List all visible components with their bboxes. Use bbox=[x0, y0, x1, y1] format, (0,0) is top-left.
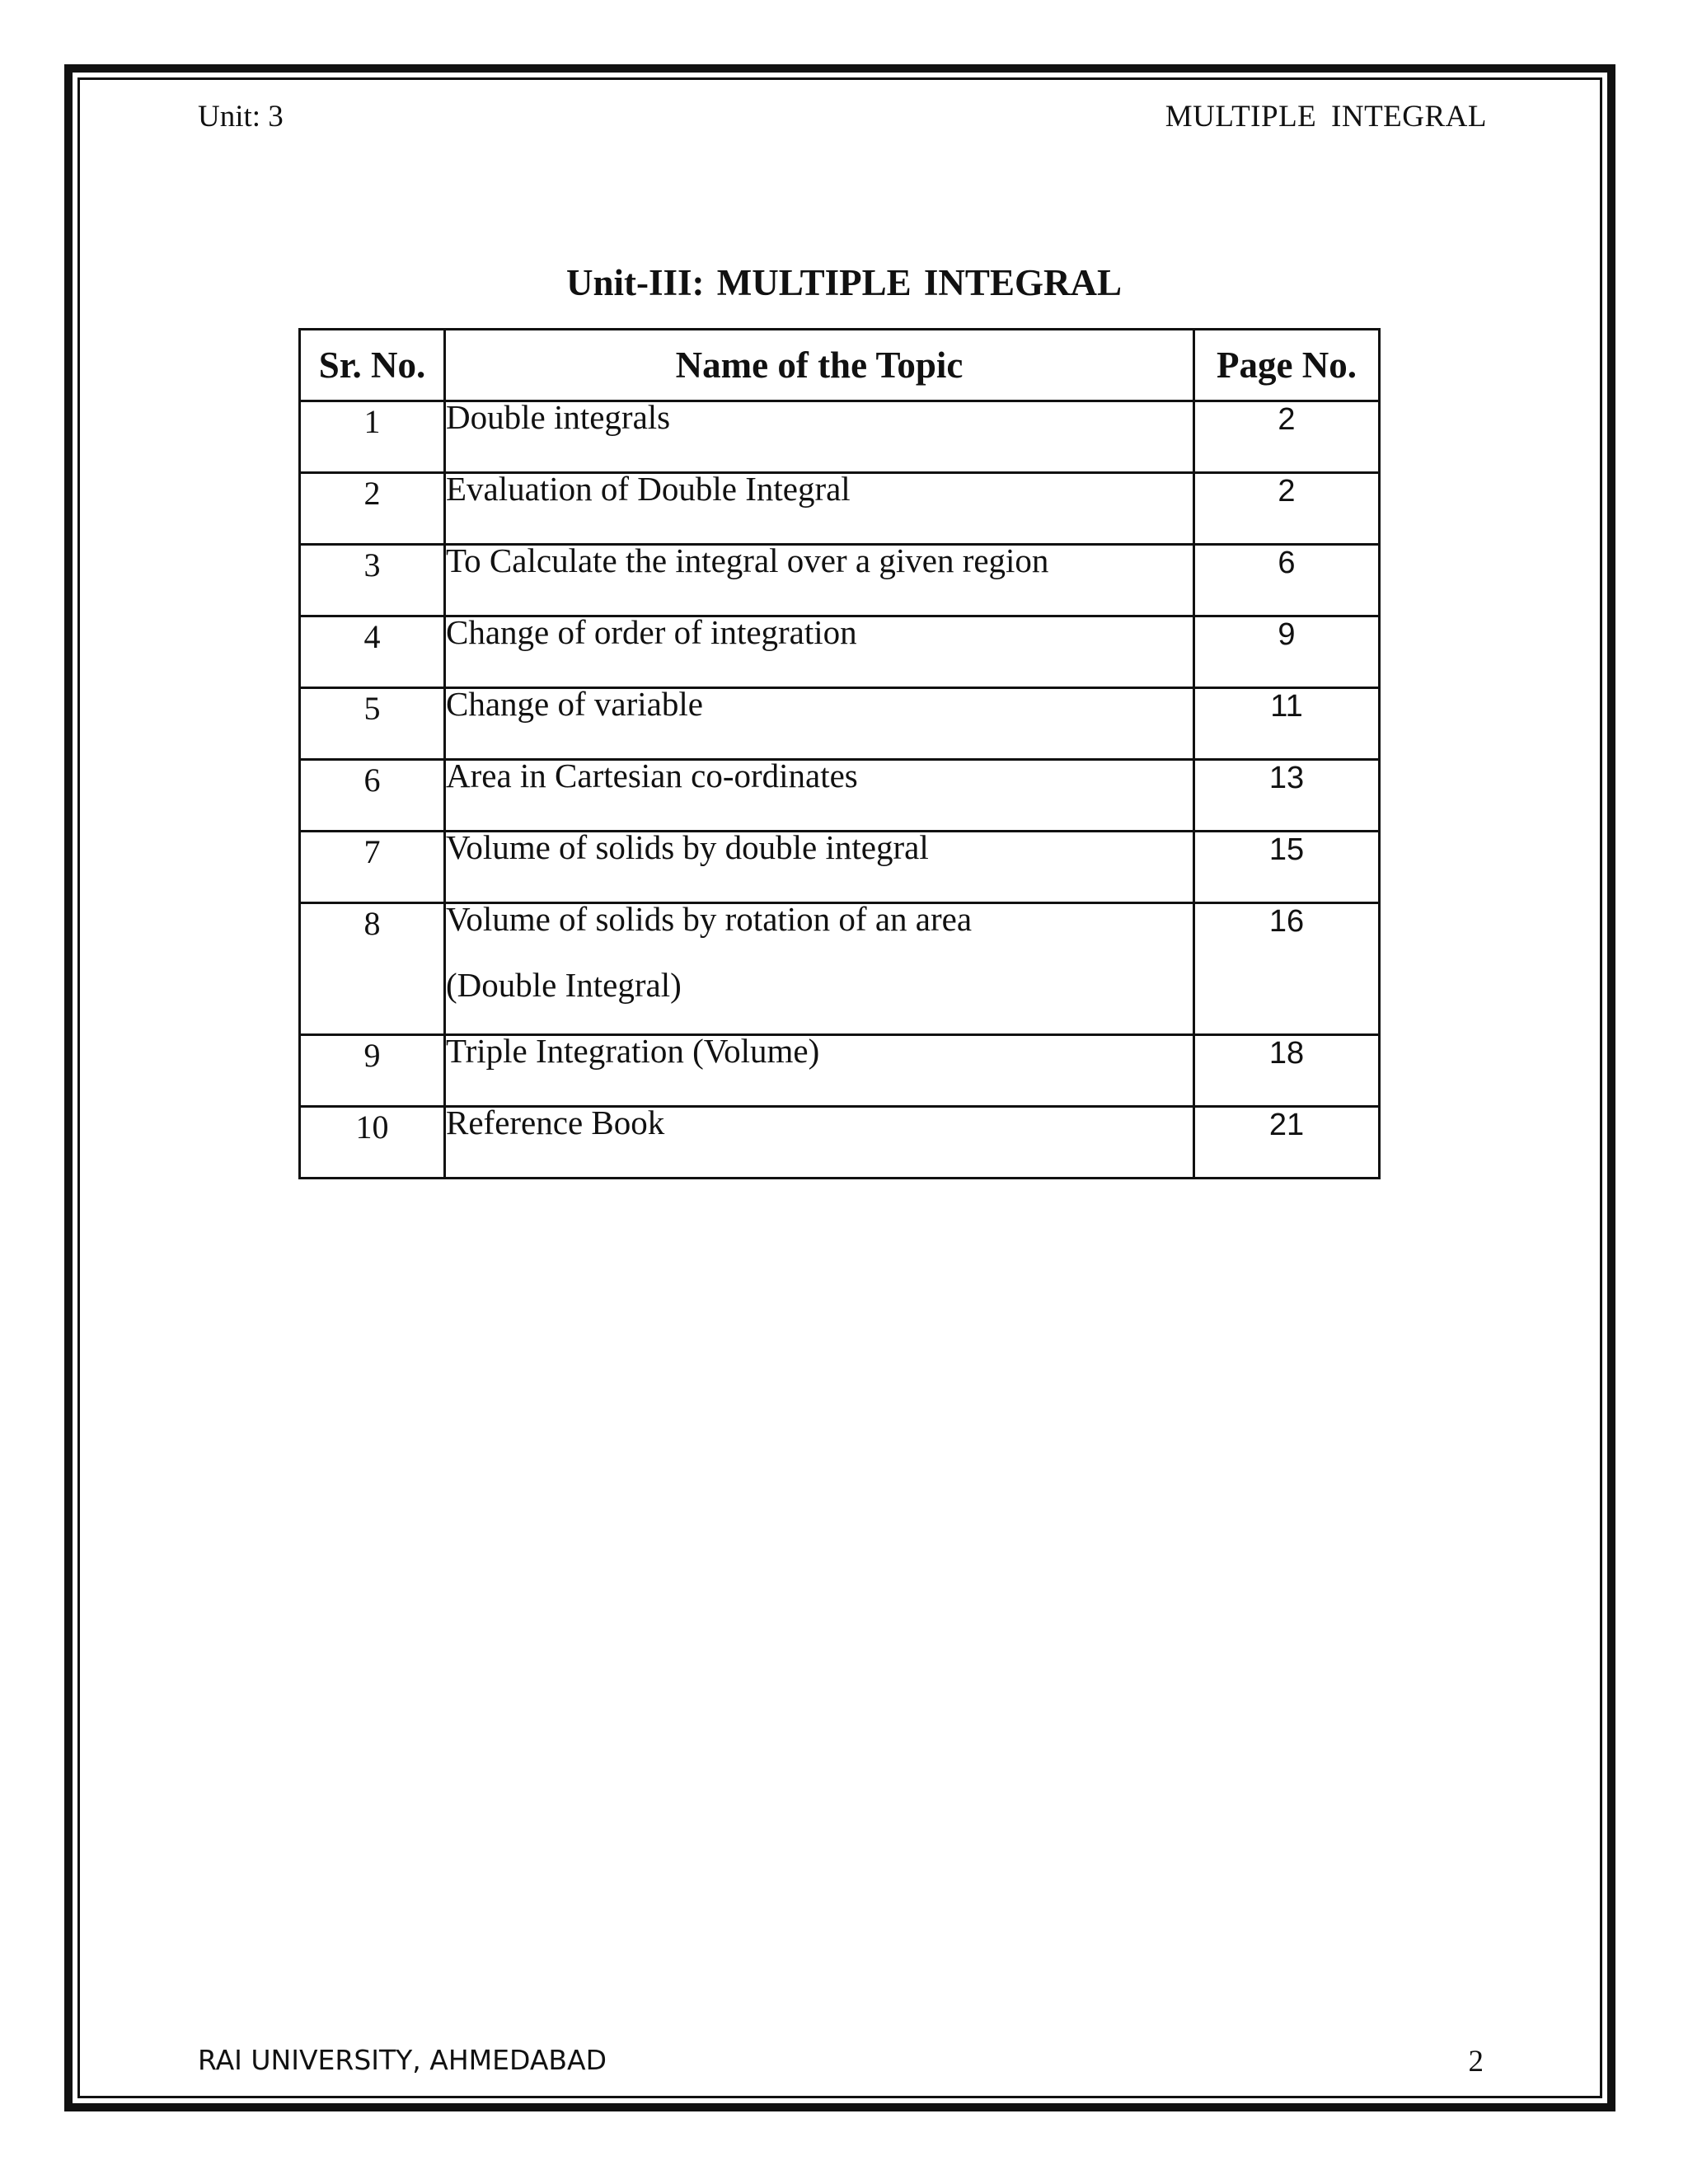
topic-text: Evaluation of Double Integral bbox=[446, 470, 851, 508]
page-title: Unit-III: MULTIPLE INTEGRAL bbox=[566, 262, 1122, 303]
table-row bbox=[300, 1107, 1380, 1179]
sr-no-cell: 4 bbox=[300, 616, 445, 688]
sr-no-cell: 5 bbox=[300, 688, 445, 760]
page-no-cell: 16 bbox=[1194, 903, 1380, 1035]
topic-text: Volume of solids by double integral bbox=[446, 828, 929, 866]
topic-text: Volume of solids by rotation of an area bbox=[446, 900, 973, 938]
footer-institution: RAI UNIVERSITY, AHMEDABAD bbox=[198, 2044, 607, 2076]
page-no-cell: 2 bbox=[1194, 473, 1380, 545]
topic-cell bbox=[445, 1104, 1194, 1179]
page-no-cell: 15 bbox=[1194, 832, 1380, 903]
page-no-cell: 9 bbox=[1194, 616, 1380, 688]
page-no-cell: 2 bbox=[1194, 401, 1380, 473]
sr-no-cell: 1 bbox=[300, 401, 445, 473]
sr-no-cell: 2 bbox=[300, 473, 445, 545]
topic-text: Change of order of integration bbox=[446, 613, 857, 651]
page-no-cell: 21 bbox=[1194, 1107, 1380, 1179]
topic-text: To Calculate the integral over a given region bbox=[446, 541, 1049, 579]
page-no-cell: 13 bbox=[1194, 760, 1380, 832]
sr-no-cell: 9 bbox=[300, 1035, 445, 1107]
page-no-cell: 11 bbox=[1194, 688, 1380, 760]
topic-text: Triple Integration (Volume) bbox=[446, 1032, 820, 1070]
column-header-sr-no: Sr. No. bbox=[300, 330, 445, 401]
header-unit: Unit: 3 bbox=[198, 100, 284, 134]
contents-table bbox=[298, 328, 1381, 1179]
topic-text-line-2: (Double Integral) bbox=[446, 966, 682, 1004]
column-header-page-no: Page No. bbox=[1194, 330, 1380, 401]
sr-no-cell: 10 bbox=[300, 1107, 445, 1179]
sr-no-cell: 8 bbox=[300, 903, 445, 1035]
footer-page-number: 2 bbox=[1468, 2045, 1484, 2079]
topic-cell bbox=[445, 900, 1194, 1035]
sr-no-cell: 7 bbox=[300, 832, 445, 903]
page-no-cell: 6 bbox=[1194, 545, 1380, 616]
sr-no-cell: 6 bbox=[300, 760, 445, 832]
table-row bbox=[300, 903, 1380, 1035]
topic-text: Double integrals bbox=[446, 398, 671, 436]
topic-text: Change of variable bbox=[446, 685, 703, 723]
sr-no-cell: 3 bbox=[300, 545, 445, 616]
header-subject: MULTIPLE INTEGRAL bbox=[1165, 100, 1487, 134]
column-header-topic: Name of the Topic bbox=[445, 330, 1194, 401]
topic-text: Reference Book bbox=[446, 1104, 665, 1141]
page-no-cell: 18 bbox=[1194, 1035, 1380, 1107]
topic-text: Area in Cartesian co-ordinates bbox=[446, 757, 858, 794]
